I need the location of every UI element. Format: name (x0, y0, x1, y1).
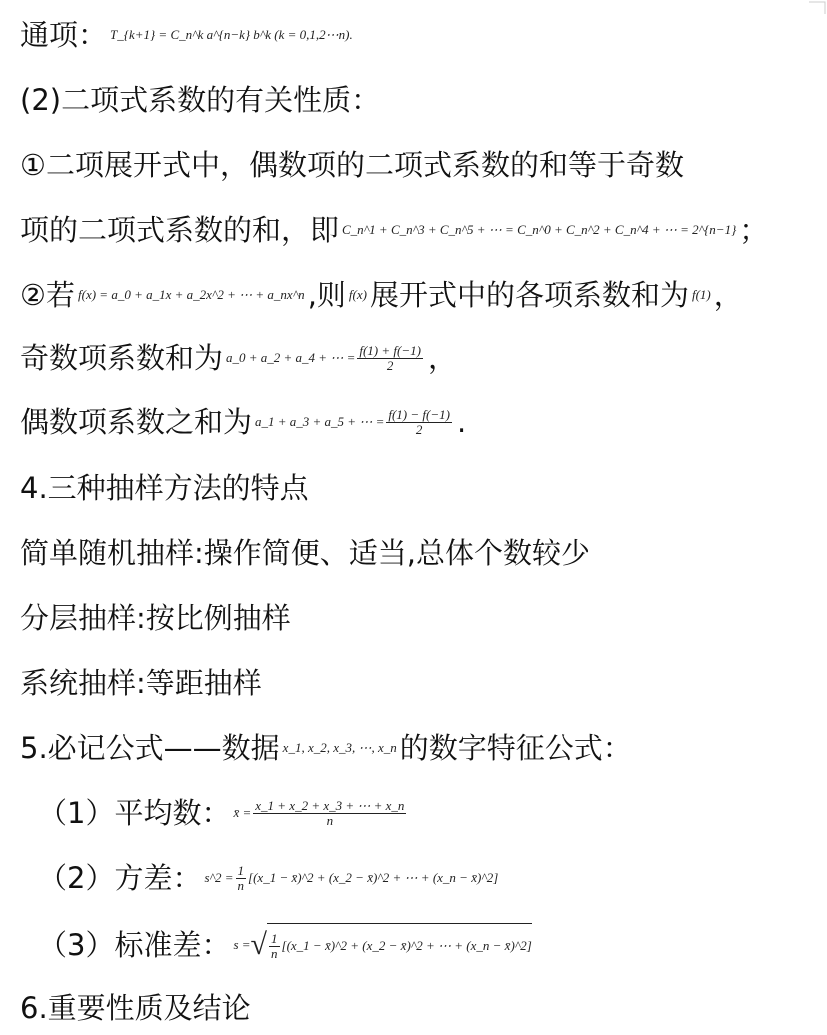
fraction-numerator: f(1) − f(−1) (388, 406, 450, 422)
line-simple-random (20, 533, 590, 573)
line-text: （2）方差： (38, 861, 202, 895)
fraction-numerator: f(1) + f(−1) (359, 342, 421, 358)
line-text: ②若 (20, 278, 75, 312)
line-property-2 (20, 275, 743, 315)
fraction-numerator: 1 (237, 862, 245, 878)
section-heading-binomial-properties (20, 80, 380, 120)
fraction-denominator: 2 (415, 421, 423, 437)
formula-lhs: s^2 = (204, 870, 234, 885)
line-stratified (20, 598, 291, 638)
line-text: 奇数项系数和为 (20, 341, 224, 375)
line-mid2: 展开式中的各项系数和为 (369, 278, 689, 312)
fraction (386, 408, 452, 437)
line-suffix: . (456, 405, 467, 439)
line-text: 6.重要性质及结论 (20, 991, 251, 1025)
line-variance (38, 858, 501, 898)
square-root (251, 923, 532, 966)
line-mean (38, 793, 411, 833)
radical-sign: √ (250, 927, 268, 961)
fraction-numerator: 1 (271, 930, 278, 946)
formula-general-term: T_{k+1} = C_n^k a^{n−k} b^k (k = 0,1,2⋯n). (110, 27, 353, 42)
formula-coefficient-sum: C_n^1 + C_n^3 + C_n^5 + ⋯ = C_n^0 + C_n^2 + C_n^4 + ⋯ = 2^{n−1} (342, 222, 737, 237)
line-text: （3）标准差： (38, 927, 231, 962)
fraction (236, 864, 247, 893)
line-property-1a (20, 145, 684, 185)
formula-lhs: a_0 + a_2 + a_4 + ⋯ = (226, 350, 356, 365)
formula-f1: f(1) (691, 287, 711, 302)
formula-odd-sum (226, 338, 425, 378)
line-text: 4.三种抽样方法的特点 (20, 471, 309, 505)
line-suffix: ， (427, 341, 457, 375)
radicand (267, 923, 532, 966)
formula-lhs: x̄ = (233, 805, 252, 820)
section-heading-sampling (20, 468, 309, 508)
section-heading-properties (20, 988, 251, 1028)
line-suffix: 的数字特征公式： (399, 731, 632, 765)
formula-tail: [(x_1 − x̄)^2 + (x_2 − x̄)^2 + ⋯ + (x_n − x̄)^2] (248, 870, 499, 885)
fraction-denominator: 2 (386, 357, 394, 373)
fraction (253, 799, 406, 828)
formula-polynomial: f(x) = a_0 + a_1x + a_2x^2 + ⋯ + a_nx^n (78, 287, 305, 302)
line-suffix: ； (739, 213, 769, 247)
line-property-1b (20, 210, 768, 250)
fraction (357, 344, 423, 373)
fraction-denominator: n (326, 812, 334, 828)
corner-mark (807, 0, 827, 16)
line-text: 系统抽样:等距抽样 (20, 666, 262, 700)
line-even-sum (20, 402, 466, 442)
line-text: 通项： (20, 18, 108, 52)
formula-tail: [(x_1 − x̄)^2 + (x_2 − x̄)^2 + ⋯ + (x_n − x̄)^2] (281, 938, 532, 953)
line-text: ①二项展开式中，偶数项的二项式系数的和等于奇数 (20, 148, 684, 182)
line-suffix: ， (713, 278, 743, 312)
fraction-denominator: n (237, 877, 245, 893)
line-text: 5.必记公式——数据 (20, 731, 280, 765)
line-text: （1）平均数： (38, 796, 231, 830)
formula-data-set: x_1, x_2, x_3, ⋯, x_n (282, 740, 397, 755)
line-std-dev (38, 923, 535, 966)
formula-fx: f(x) (348, 287, 367, 302)
line-odd-sum (20, 338, 457, 378)
line-mid: ,则 (307, 278, 346, 312)
line-text: 简单随机抽样:操作简便、适当,总体个数较少 (20, 536, 590, 570)
formula-variance (204, 858, 498, 898)
formula-even-sum (255, 402, 454, 442)
line-general-term (20, 15, 356, 55)
line-text: (2)二项式系数的有关性质： (20, 83, 381, 117)
formula-lhs: a_1 + a_3 + a_5 + ⋯ = (255, 414, 385, 429)
line-text: 项的二项式系数的和，即 (20, 213, 340, 247)
formula-mean (233, 793, 408, 833)
line-text: 分层抽样:按比例抽样 (20, 601, 291, 635)
line-text: 偶数项系数之和为 (20, 405, 253, 439)
formula-std-dev (233, 923, 531, 966)
formula-lhs: s = (233, 936, 251, 952)
fraction-denominator: n (271, 945, 278, 961)
fraction (269, 932, 280, 961)
section-heading-formulas (20, 728, 632, 768)
line-systematic (20, 663, 262, 703)
fraction-numerator: x_1 + x_2 + x_3 + ⋯ + x_n (255, 797, 405, 813)
